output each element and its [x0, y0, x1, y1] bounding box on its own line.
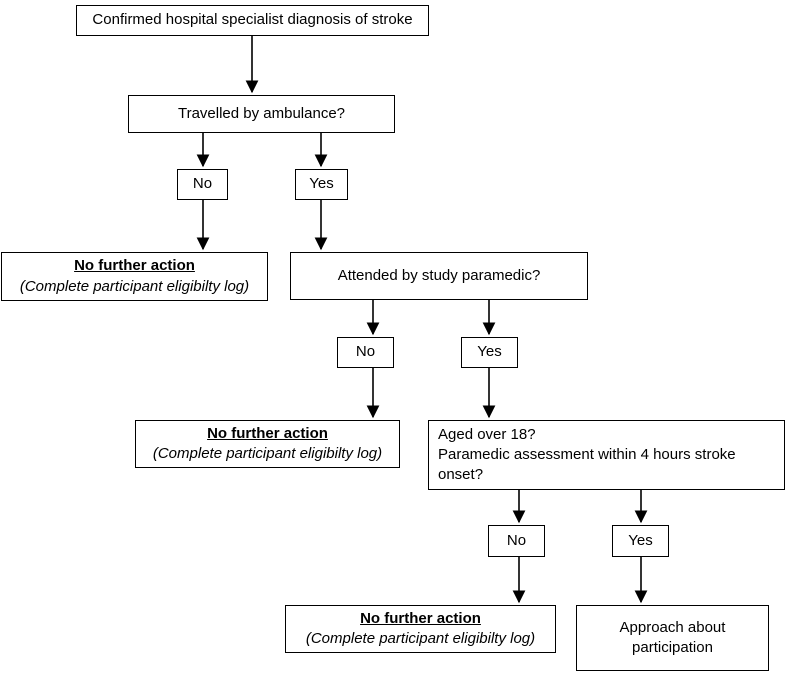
- node-eligibility-no-label: No: [506, 531, 527, 549]
- node-no-action-3-note: (Complete participant eligibilty log): [305, 630, 536, 647]
- node-no-action-1-title: No further action: [74, 257, 195, 275]
- node-paramedic-no-label: No: [355, 343, 376, 361]
- node-paramedic-yes-label: Yes: [477, 343, 502, 361]
- node-no-action-1: [1, 252, 268, 301]
- node-no-action-2-note: (Complete participant eligibilty log): [152, 445, 383, 462]
- node-no-action-3: [285, 605, 556, 653]
- node-paramedic-question: [290, 252, 588, 300]
- node-ambulance-no: [177, 169, 228, 200]
- node-eligibility-question: [428, 420, 785, 490]
- node-ambulance-no-label: No: [192, 175, 213, 193]
- node-diagnosis-label: Confirmed hospital specialist diagnosis of stroke: [92, 11, 413, 29]
- node-eligibility-yes: [612, 525, 669, 557]
- node-paramedic-question-label: Attended by study paramedic?: [337, 266, 541, 284]
- node-approach: [576, 605, 769, 671]
- node-no-action-2-title: No further action: [207, 424, 328, 442]
- node-ambulance-question-label: Travelled by ambulance?: [177, 104, 346, 122]
- node-paramedic-yes: [461, 337, 518, 368]
- node-approach-line2: participation: [632, 639, 713, 656]
- node-paramedic-no: [337, 337, 394, 368]
- node-no-action-1-note: (Complete participant eligibilty log): [19, 277, 250, 295]
- node-eligibility-yes-label: Yes: [628, 531, 653, 549]
- node-diagnosis: [76, 5, 429, 36]
- node-no-action-3-title: No further action: [360, 609, 481, 627]
- node-ambulance-yes-label: Yes: [309, 175, 334, 193]
- node-eligibility-no: [488, 525, 545, 557]
- node-no-action-2: [135, 420, 400, 468]
- node-ambulance-yes: [295, 169, 348, 200]
- node-eligibility-question-line2: Paramedic assessment within 4 hours stroke onset?: [438, 445, 736, 484]
- node-ambulance-question: [128, 95, 395, 133]
- node-eligibility-question-line1: Aged over 18?: [438, 425, 536, 443]
- node-approach-line1: Approach about: [619, 618, 726, 636]
